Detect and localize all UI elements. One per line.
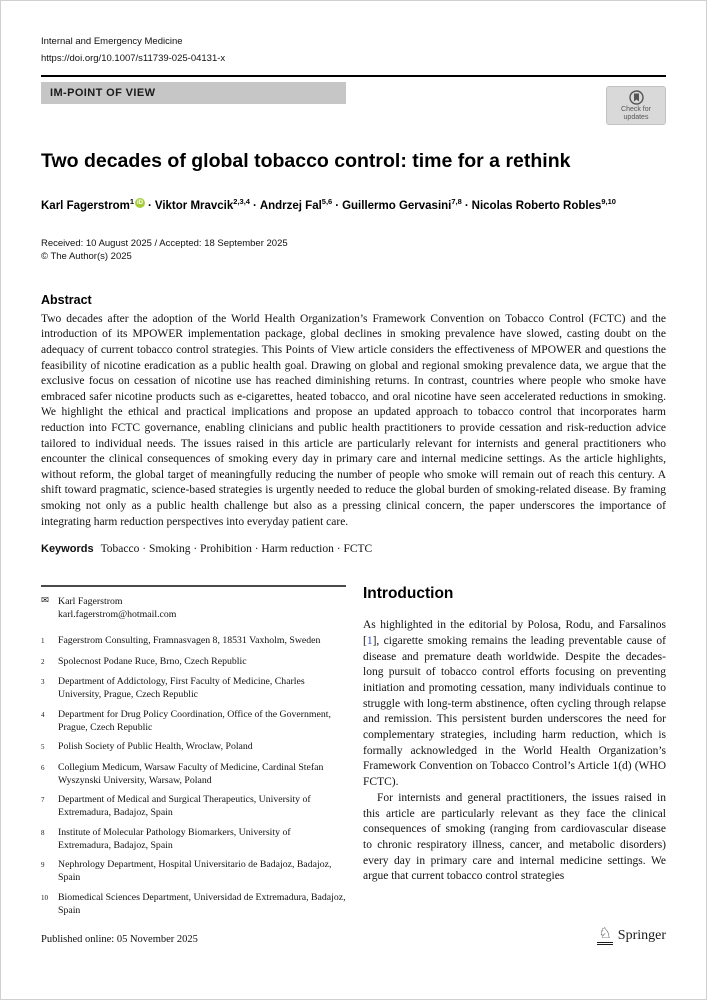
orcid-icon[interactable]: iD — [137, 200, 144, 206]
affiliation-item — [41, 793, 346, 819]
affiliation-number: 1 — [41, 637, 45, 646]
keywords-line — [41, 543, 666, 555]
affiliation-text: Nephrology Department, Hospital Universitario de Badajoz, Badajoz, Spain — [58, 859, 332, 884]
journal-name: Internal and Emergency Medicine — [41, 36, 183, 47]
affiliation-text: Spolecnost Podane Ruce, Brno, Czech Republic — [58, 655, 247, 667]
affiliation-text: Biomedical Sciences Department, Universidad de Extremadura, Badajoz, Spain — [58, 891, 346, 916]
affiliation-text: Fagerstrom Consulting, Framnasvagen 8, 18531 Vaxholm, Sweden — [58, 635, 321, 647]
affiliation-item — [41, 634, 346, 648]
section-banner: IM-POINT OF VIEW — [41, 82, 346, 104]
citation-ref-1[interactable]: 1 — [366, 634, 373, 647]
affiliation-item — [41, 708, 346, 734]
affiliation-number: 10 — [41, 893, 48, 902]
author-name: Andrzej Fal$^{5,6}$ — [259, 197, 333, 212]
author-affil-sup: 9,10 — [601, 197, 616, 206]
springer-logo — [597, 927, 666, 945]
author-affil-sup: 1 — [129, 197, 135, 206]
author-affil-sup: 7,8 — [451, 197, 462, 206]
introduction-paragraph-2: For internists and general practitioners, the issues raised in this article are particularly relevant as they face the clinical consequences of smoking (ranging from cardiovascular disease to chronic respiratory illness, cancer, and metabolic disorders) every day in primary care and internal medicine settings. We argue that current tobacco control strategies — [363, 791, 666, 883]
affiliation-number: 3 — [41, 678, 45, 687]
doi-link[interactable]: https://doi.org/10.1007/s11739-025-04131-x — [41, 53, 226, 64]
affiliation-item — [41, 740, 346, 754]
introduction-column — [363, 585, 666, 923]
author-affil-sup: 5,6 — [321, 197, 333, 206]
introduction-heading: Introduction — [363, 585, 454, 603]
affiliation-item — [41, 858, 346, 884]
affiliation-number: 8 — [41, 828, 45, 837]
author-affil-sup: 2,3,4 — [233, 197, 250, 206]
affiliation-text: Department of Addictology, First Faculty of Medicine, Charles University, Prague, Czech Republic — [58, 676, 305, 701]
affiliation-item — [41, 761, 346, 787]
affiliation-number: 6 — [41, 763, 45, 772]
affiliation-number: 7 — [41, 796, 45, 805]
author-separator: · — [148, 199, 152, 212]
affiliation-text: Institute of Molecular Pathology Biomarkers, University of Extremadura, Badajoz, Spain — [58, 826, 291, 851]
author-separator: · — [464, 199, 469, 212]
copyright-line: © The Author(s) 2025 — [41, 251, 132, 263]
authors-line — [41, 194, 666, 214]
check-updates-text-line2: updates — [623, 113, 649, 121]
header-rule — [41, 75, 666, 77]
published-online: Published online: 05 November 2025 — [41, 934, 198, 945]
keywords-list: Tobacco · Smoking · Prohibition · Harm reduction · FCTC — [100, 543, 373, 556]
author-name: Viktor Mravcik$^{2,3,4}$ — [154, 197, 250, 212]
springer-knight-icon: ♘ — [597, 927, 612, 945]
envelope-icon: ✉ — [41, 596, 49, 607]
two-column-region — [41, 585, 666, 923]
correspondence-name: Karl Fagerstrom — [58, 596, 123, 608]
correspondence-block — [41, 595, 346, 621]
page-footer — [41, 927, 666, 945]
author-separator: · — [252, 199, 257, 212]
affiliation-item — [41, 826, 346, 852]
received-accepted-line: Received: 10 August 2025 / Accepted: 18 September 2025 — [41, 237, 288, 249]
dates-block — [41, 237, 666, 264]
author-name: Guillermo Gervasini$^{7,8}$ — [342, 197, 462, 212]
check-updates-text-line1: Check for — [621, 105, 651, 113]
footnote-column — [41, 585, 346, 923]
check-for-updates-badge[interactable] — [606, 86, 666, 125]
affiliation-number: 4 — [41, 710, 45, 719]
keywords-label: Keywords — [41, 543, 94, 556]
affiliation-item — [41, 891, 346, 917]
abstract-heading: Abstract — [41, 292, 92, 307]
affiliation-text: Department of Medical and Surgical Therapeutics, University of Extremadura, Badajoz, Spain — [58, 794, 311, 819]
bookmark-icon — [629, 90, 644, 106]
affiliation-text: Collegium Medicum, Warsaw Faculty of Medicine, Cardinal Stefan Wyszynski University, Warsaw, Poland — [58, 761, 324, 786]
article-title: Two decades of global tobacco control: time for a rethink — [41, 150, 571, 172]
author-name: Karl Fagerstrom$^1$ — [41, 197, 135, 212]
author-name: Nicolas Roberto Robles$^{9,10}$ — [471, 197, 616, 212]
footnote-rule — [41, 585, 346, 587]
banner-row — [41, 82, 666, 122]
affiliation-item — [41, 675, 346, 701]
affiliation-item — [41, 655, 346, 669]
affiliation-list — [41, 634, 346, 917]
affiliation-number: 2 — [41, 657, 45, 666]
introduction-paragraph-1: As highlighted in the editorial by Polosa, Rodu, and Farsalinos [1], cigarette smoking remains the leading preventable cause of disease and premature death worldwide. Despite the decades-long pursuit of tobacco control efforts focusing on preventing initiation and promoting cessation, many individuals continue to struggle with long-term abstinence, often cycling through relapse and remission. This persistent burden underscores the need for complementary strategies, including harm reduction, which is formally acknowledged in the World Health Organization’s Framework Convention on Tobacco Control’s Article 1(d) (WHO FCTC). — [363, 619, 666, 789]
springer-wordmark: Springer — [617, 928, 666, 943]
abstract-text: Two decades after the adoption of the World Health Organization’s Framework Convention on Tobacco Control (FCTC) and the introduction of its MPOWER implementation package, global declines in smoking prevalence have slowed, casting doubt on the adequacy of current tobacco control strategies. This Points of View article considers the effectiveness of MPOWER and questions the feasibility of nicotine eradication as a public health goal. Drawing on global and regional smoking prevalence data, we argue that the exclusive focus on cessation of nicotine use has reached diminishing returns. In contrast, countries where people who smoke have embraced safer nicotine products such as e-cigarettes, heated tobacco, and oral nicotine have seen accelerated reductions in smoking. We highlight the ethical and practical implications and propose an updated approach to tobacco control that incorporates harm reduction into FCTC governance, enabling clinicians and public health practitioners to provide cessation and risk-reduction advice tailored to individual needs. The issues raised in this article are particularly relevant for internists and general practitioners who encounter the clinical consequences of smoking every day in primary care and internal medicine settings. As the article highlights, without reform, the global target of meaningfully reducing the number of people who smoke will remain out of reach this century. A shift toward pragmatic, science-based strategies is urgently needed to reduce the global burden of smoking-related disease. By framing smoking not only as a public health challenge but also as a pressing clinical concern, the paper underscores the importance of integrating harm reduction perspectives into everyday patient care. — [41, 312, 666, 528]
affiliation-number: 5 — [41, 743, 45, 752]
affiliation-text: Polish Society of Public Health, Wroclaw, Poland — [58, 741, 253, 753]
affiliation-number: 9 — [41, 861, 45, 870]
correspondence-email[interactable]: karl.fagerstrom@hotmail.com — [58, 609, 177, 621]
affiliation-text: Department for Drug Policy Coordination, Office of the Government, Prague, Czech Republic — [58, 708, 331, 733]
author-separator: · — [335, 199, 340, 212]
